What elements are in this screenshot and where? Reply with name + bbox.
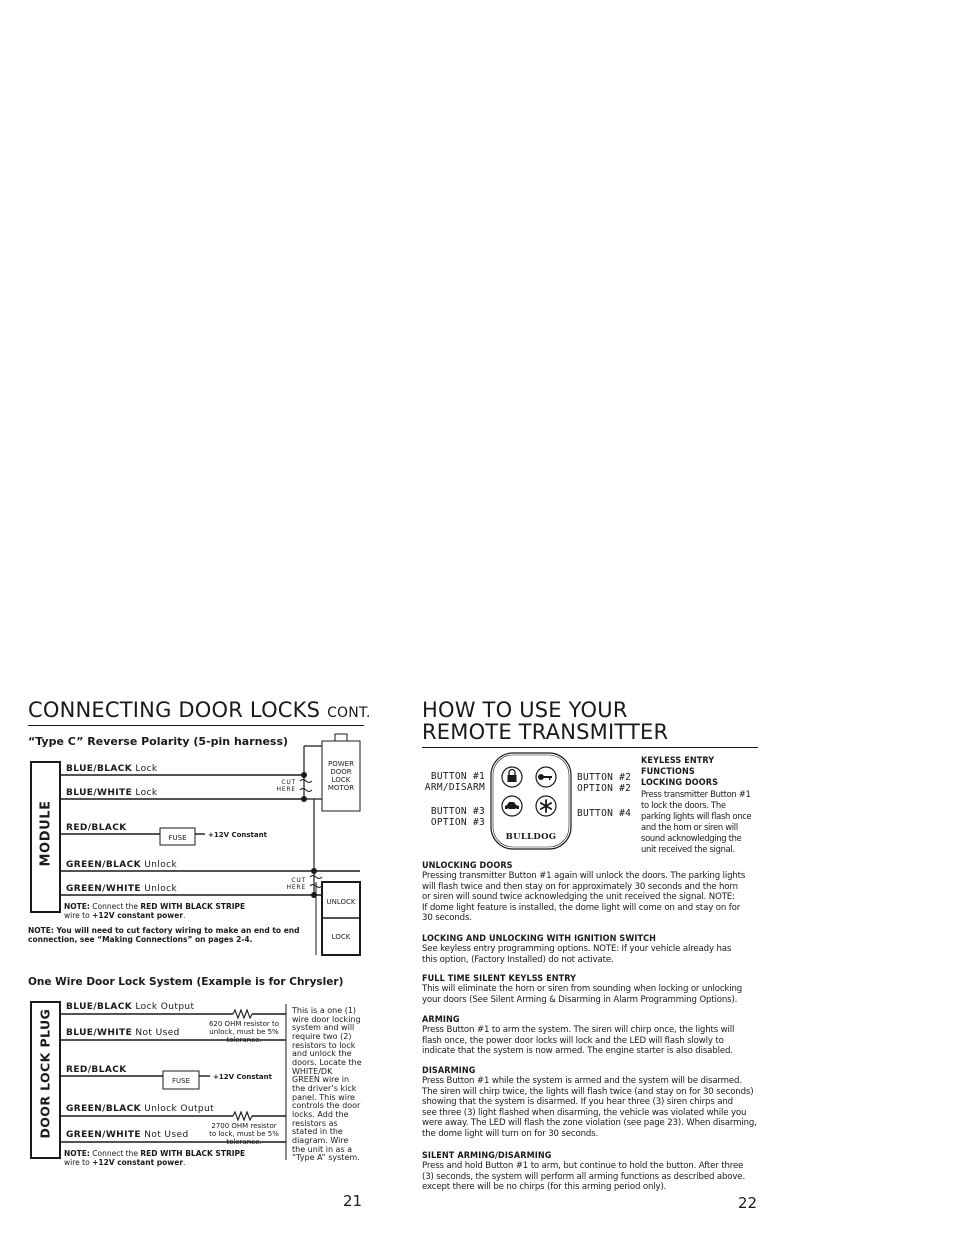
remote-key-icon[interactable] xyxy=(536,767,556,787)
one-wire-heading: One Wire Door Lock System (Example is for Chrysler) xyxy=(28,976,344,988)
resistor-2700-label: 2700 OHM resistor to lock, must be 5% tolerance. xyxy=(209,1122,279,1146)
section-body: Press Button #1 while the system is armed and the system will be disarmed. The siren will chirp twice, the lights will flash twice (and stay on for 30 seconds) showing that the system is disarmed. If you hear three (3) siren chirps and see three (3) light flashed when disarming, the vehicle was violated while you were away. The LED will flash the zone violation (see page 23). When disarming, the dome light will turn on for 30 seconds. xyxy=(422,1076,757,1139)
constant-label: +12V Constant xyxy=(208,831,267,839)
remote-brand-label: BULLDOG xyxy=(505,832,557,842)
section-ignition-switch xyxy=(422,934,767,965)
remote-lock-icon[interactable] xyxy=(502,767,522,787)
wire-label-blue-white-lock: BLUE/WHITE Lock xyxy=(66,788,158,798)
remote-asterisk-icon[interactable] xyxy=(536,796,556,816)
type-c-heading: “Type C” Reverse Polarity (5-pin harness) xyxy=(28,735,289,748)
ow-fuse-label: FUSE xyxy=(171,1077,191,1085)
wire-label-red-black: RED/BLACK xyxy=(66,823,127,833)
section-body: This will eliminate the horn or siren from sounding when locking or unlocking your doors (See Silent Arming & Disarming in Alarm Programming Options). xyxy=(422,984,743,1005)
keyless-heading-3: LOCKING DOORS xyxy=(641,778,719,788)
one-wire-note: NOTE: Connect the RED WITH BLACK STRIPE wire to +12V constant power. xyxy=(64,1149,246,1167)
left-title-cont: CONT. xyxy=(327,705,371,721)
keyless-heading-1: KEYLESS ENTRY xyxy=(641,756,715,766)
right-title-line-2: REMOTE TRANSMITTER xyxy=(422,720,669,744)
button-4-label: BUTTON #4 xyxy=(577,808,632,819)
ow-wire-label-red-black: RED/BLACK xyxy=(66,1065,127,1075)
one-wire-description: This is a one (1) wire door locking system and will require two (2) resistors to lock and unlock the doors. Locate the WHITE/DK GREEN wire in the driver’s kick panel. This wire controls the door locks. Add the resistors as stated in the diagram. Wire the unit in as a “Type A” system. xyxy=(292,1006,362,1163)
keyless-entry-block xyxy=(641,756,766,855)
ow-wire-label-green-black: GREEN/BLACK Unlock Output xyxy=(66,1104,215,1114)
remote-car-icon[interactable] xyxy=(502,796,522,816)
left-title-main: CONNECTING DOOR LOCKS xyxy=(28,698,321,722)
switch-lock-label: LOCK xyxy=(331,933,351,941)
section-heading: ARMING xyxy=(422,1015,460,1025)
module-label: MODULE xyxy=(38,800,54,867)
right-title-line-1: HOW TO USE YOUR xyxy=(422,698,628,722)
section-heading: SILENT ARMING/DISARMING xyxy=(422,1151,552,1161)
section-heading: DISARMING xyxy=(422,1066,476,1076)
section-heading: LOCKING AND UNLOCKING WITH IGNITION SWITCH xyxy=(422,934,657,944)
fuse-label: FUSE xyxy=(168,834,187,842)
keyless-heading-2: FUNCTIONS xyxy=(641,767,695,777)
door-lock-plug-label: DOOR LOCK PLUG xyxy=(37,1008,53,1139)
ow-wire-label-green-white: GREEN/WHITE Not Used xyxy=(66,1130,189,1140)
section-unlocking-doors xyxy=(422,861,767,924)
section-body: Press Button #1 to arm the system. The siren will chirp once, the lights will flash once, the power door locks will lock and the LED will flash slowly to indicate that the system is now armed. The engine starter is also disabled. xyxy=(422,1025,735,1057)
left-page-number: 21 xyxy=(343,1192,363,1210)
button-2-label: BUTTON #2 OPTION #2 xyxy=(577,772,632,794)
wire-label-green-black-unlock: GREEN/BLACK Unlock xyxy=(66,860,178,870)
ow-wire-label-blue-white: BLUE/WHITE Not Used xyxy=(66,1028,180,1038)
button-3-label: BUTTON #3 OPTION #3 xyxy=(430,806,485,828)
section-heading: UNLOCKING DOORS xyxy=(422,861,513,871)
switch-unlock-label: UNLOCK xyxy=(326,898,356,906)
section-body: See keyless entry programming options. NOTE: If your vehicle already has this option, (Factory Installed) do not activate. xyxy=(422,944,732,965)
ow-constant-label: +12V Constant xyxy=(213,1073,272,1081)
cut-here-1: CUT HERE xyxy=(276,779,296,793)
type-c-note-1: NOTE: Connect the RED WITH BLACK STRIPE wire to +12V constant power. xyxy=(64,902,246,920)
keyless-body: Press transmitter Button #1 to lock the doors. The parking lights will flash once and the horn or siren will sound acknowledging the unit received the signal. xyxy=(641,789,752,854)
section-body: Press and hold Button #1 to arm, but continue to hold the button. After three (3) seconds, the system will perform all arming functions as described above. except there will be no chirps (for this arming period only). xyxy=(422,1161,746,1193)
cut-here-2: CUT HERE xyxy=(286,877,306,891)
right-page-number: 22 xyxy=(738,1194,758,1212)
section-silent-keyless xyxy=(422,974,767,1005)
section-disarming xyxy=(422,1066,767,1140)
button-1-label: BUTTON #1 ARM/DISARM xyxy=(424,771,485,793)
type-c-note-2: NOTE: You will need to cut factory wiring to make an end to end connection, see “Making Connections” on pages 2-4. xyxy=(28,926,300,944)
section-silent-arming xyxy=(422,1151,767,1193)
motor-label: POWER DOOR LOCK MOTOR xyxy=(327,760,355,792)
section-body: Pressing transmitter Button #1 again will unlock the doors. The parking lights will flash twice and then stay on for approximately 30 seconds and the horn or siren will sound twice acknowledging the unit received the signal. NOTE: If dome light feature is installed, the dome light will come on and stay on for 30 seconds. xyxy=(422,871,746,924)
wire-label-green-white-unlock: GREEN/WHITE Unlock xyxy=(66,884,178,894)
section-arming xyxy=(422,1015,767,1057)
section-heading: FULL TIME SILENT KEYLSS ENTRY xyxy=(422,974,577,984)
resistor-620-label: 620 OHM resistor to unlock, must be 5% tolerance. xyxy=(208,1020,280,1044)
wire-label-blue-black-lock: BLUE/BLACK Lock xyxy=(66,764,158,774)
ow-wire-label-blue-black: BLUE/BLACK Lock Output xyxy=(66,1002,195,1012)
